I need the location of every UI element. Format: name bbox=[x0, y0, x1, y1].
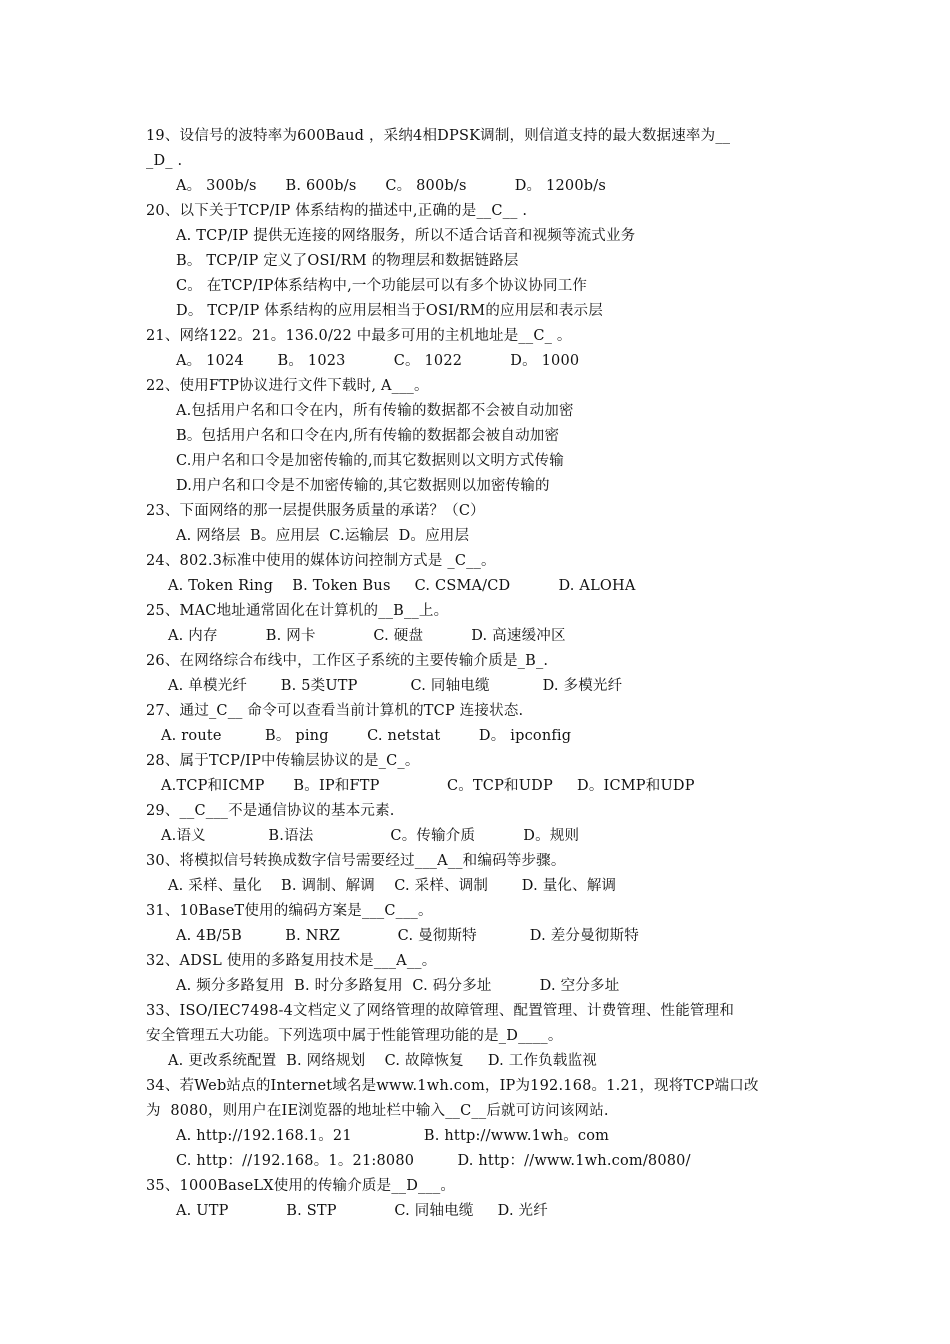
q19-stem-cont: _D_ . bbox=[146, 153, 183, 169]
q31-stem: 31、10BaseT使用的编码方案是___C___。 bbox=[146, 903, 433, 919]
q20-option-c: C。 在TCP/IP体系结构中,一个功能层可以有多个协议协同工作 bbox=[176, 278, 588, 294]
q23-stem: 23、下面网络的那一层提供服务质量的承诺？（C） bbox=[146, 503, 485, 519]
q20-option-d: D。 TCP/IP 体系结构的应用层相当于OSI/RM的应用层和表示层 bbox=[176, 303, 603, 319]
q34-stem-cont: 为 8080，则用户在IE浏览器的地址栏中输入__C__后就可访问该网站. bbox=[146, 1103, 609, 1119]
q22-option-c: C.用户名和口令是加密传输的,而其它数据则以文明方式传输 bbox=[176, 453, 564, 469]
q21-options: A。 1024 B。 1023 C。 1022 D。 1000 bbox=[176, 353, 580, 369]
q27-stem: 27、通过_C__ 命令可以查看当前计算机的TCP 连接状态. bbox=[146, 703, 524, 719]
q19-stem: 19、设信号的波特率为600Baud ，采纳4相DPSK调制，则信道支持的最大数据速率为__ bbox=[146, 128, 731, 144]
q20-stem: 20、以下关于TCP/IP 体系结构的描述中,正确的是__C__ . bbox=[146, 203, 528, 219]
q19-options: A。 300b/s B. 600b/s C。 800b/s D。 1200b/s bbox=[176, 178, 606, 194]
q24-stem: 24、802.3标准中使用的媒体访问控制方式是 _C__。 bbox=[146, 553, 496, 569]
q35-stem: 35、1000BaseLX使用的传输介质是__D___。 bbox=[146, 1178, 456, 1194]
q33-stem: 33、ISO/IEC7498-4文档定义了网络管理的故障管理、配置管理、计费管理、性能管理和 bbox=[146, 1003, 735, 1019]
q20-option-a: A. TCP/IP 提供无连接的网络服务，所以不适合话音和视频等流式业务 bbox=[176, 228, 636, 244]
q22-option-b: B。包括用户名和口令在内,所有传输的数据都会被自动加密 bbox=[176, 428, 560, 444]
q33-options: A. 更改系统配置 B. 网络规划 C. 故障恢复 D. 工作负载监视 bbox=[168, 1053, 597, 1069]
q34-options-ab: A. http://192.168.1。21 B. http://www.1wh。com bbox=[176, 1128, 610, 1144]
q32-stem: 32、ADSL 使用的多路复用技术是___A__。 bbox=[146, 953, 437, 969]
q22-stem: 22、使用FTP协议进行文件下载时, A___。 bbox=[146, 378, 429, 394]
q23-options: A. 网络层 B。应用层 C.运输层 D。应用层 bbox=[176, 528, 470, 544]
q21-stem: 21、网络122。21。136.0/22 中最多可用的主机地址是__C_ 。 bbox=[146, 328, 572, 344]
q26-stem: 26、在网络综合布线中，工作区子系统的主要传输介质是_B_. bbox=[146, 653, 549, 669]
q20-option-b: B。 TCP/IP 定义了OSI/RM 的物理层和数据链路层 bbox=[176, 253, 519, 269]
q34-stem: 34、若Web站点的Internet域名是www.1wh.com，IP为192.168。1.21，现将TCP端口改 bbox=[146, 1078, 759, 1094]
q34-options-cd: C. http：//192.168。1。21:8080 D. http：//www.1wh.com/8080/ bbox=[176, 1153, 691, 1169]
q35-options: A. UTP B. STP C. 同轴电缆 D. 光纤 bbox=[176, 1203, 548, 1219]
q22-option-a: A.包括用户名和口令在内，所有传输的数据都不会被自动加密 bbox=[176, 403, 574, 419]
q29-stem: 29、__C___不是通信协议的基本元素. bbox=[146, 803, 395, 819]
q24-options: A. Token Ring B. Token Bus C. CSMA/CD D. ALOHA bbox=[168, 578, 636, 594]
q31-options: A. 4B/5B B. NRZ C. 曼彻斯特 D. 差分曼彻斯特 bbox=[176, 928, 639, 944]
q30-stem: 30、将模拟信号转换成数字信号需要经过___A__和编码等步骤。 bbox=[146, 853, 566, 869]
q30-options: A. 采样、量化 B. 调制、解调 C. 采样、调制 D. 量化、解调 bbox=[168, 878, 617, 894]
q26-options: A. 单模光纤 B. 5类UTP C. 同轴电缆 D. 多模光纤 bbox=[168, 678, 623, 694]
q25-options: A. 内存 B. 网卡 C. 硬盘 D. 高速缓冲区 bbox=[168, 628, 566, 644]
q32-options: A. 频分多路复用 B. 时分多路复用 C. 码分多址 D. 空分多址 bbox=[176, 978, 620, 994]
q33-stem-cont: 安全管理五大功能。下列选项中属于性能管理功能的是_D____。 bbox=[146, 1028, 563, 1044]
q22-option-d: D.用户名和口令是不加密传输的,其它数据则以加密传输的 bbox=[176, 478, 550, 494]
q27-options: A. route B。 ping C. netstat D。 ipconfig bbox=[161, 728, 572, 744]
q29-options: A.语义 B.语法 C。传输介质 D。规则 bbox=[161, 828, 580, 844]
q28-stem: 28、属于TCP/IP中传输层协议的是_C_。 bbox=[146, 753, 420, 769]
q25-stem: 25、MAC地址通常固化在计算机的__B__上。 bbox=[146, 603, 449, 619]
q28-options: A.TCP和ICMP B。IP和FTP C。TCP和UDP D。ICMP和UDP bbox=[161, 778, 695, 794]
